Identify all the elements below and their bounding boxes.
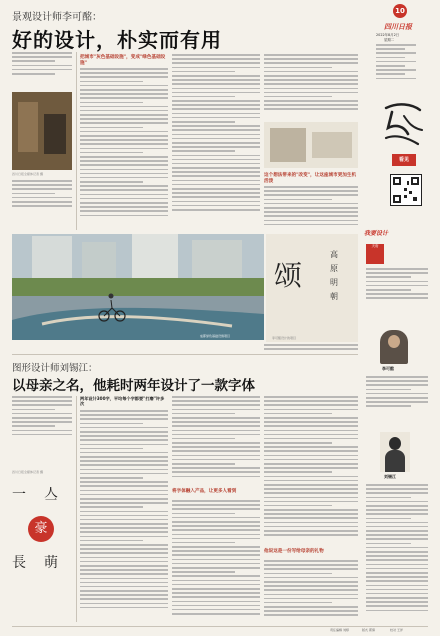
section-tag: 天府 (366, 244, 384, 264)
column-rule (76, 396, 77, 622)
story1-col2-text (80, 68, 168, 230)
story1-main-photo (12, 234, 264, 340)
page-number-badge: 10 (393, 4, 407, 18)
footer-designer: 版式 郭倩 (362, 628, 375, 632)
story1-col3-text (172, 54, 260, 230)
footer-rule (12, 626, 428, 627)
footer-editor: 责任编辑 刘婷 (330, 628, 349, 632)
brand-graphic-panel (266, 234, 358, 342)
story1-photo-caption: 四川日报全媒体记者 摄 (12, 172, 43, 176)
story2-headline: 以母亲之名，他耗时两年设计了一款字体 (12, 378, 255, 394)
section-stamp: 看见 (392, 154, 416, 166)
story1-col4-text (264, 54, 358, 118)
person2-bio-text (366, 484, 428, 622)
brand-big-glyph: 颂 (274, 259, 303, 292)
story2-col3-text (172, 396, 260, 484)
glyph-sample: 萌 (44, 555, 58, 571)
story2-col4b-text (264, 560, 358, 622)
issue-weekday: 星期二 (384, 38, 395, 42)
font-glyph-specimen (12, 480, 72, 620)
story2-col3b-text (172, 500, 260, 622)
story2-subhead-3: 他说这是一份写给母亲的礼物 (264, 549, 324, 554)
story1-col1-text (12, 180, 72, 230)
banner-intro-text (366, 268, 428, 328)
side-figure-caption: 李可酩设计的项目 (272, 336, 297, 340)
qr-code[interactable] (390, 174, 422, 206)
story1-kicker: 景观设计师李可酩： (12, 12, 102, 23)
glyph-sample: 亼 (44, 487, 58, 503)
story2-caption: 四川日报全媒体记者 摄 (12, 470, 43, 474)
story2-col2-text (80, 410, 168, 622)
person-name-2: 刘锡江 (384, 474, 396, 479)
footer-proof: 校对 王洋 (390, 628, 403, 632)
column-rule (76, 52, 77, 230)
brand-char: 朝 (330, 292, 338, 301)
brand-char: 高 (330, 250, 338, 259)
main-photo-caption: 成都绿色基础设施项目 (200, 334, 231, 338)
story1-headline: 好的设计，朴实而有用 (12, 28, 222, 52)
glyph-sample: 一 (12, 487, 26, 503)
story1-cont-text (264, 344, 358, 352)
story1-subhead-1: 把城市"灰色基础设施"，变成"绿色基础设施" (80, 55, 166, 66)
story2-subhead-2: 将字体融入产品，让更多人看到 (172, 489, 237, 494)
story1-subhead-2: 这个想法带来的"改变"，让这座城市更加生机活泼 (264, 173, 357, 184)
story-divider (12, 354, 358, 355)
person-name-1: 李可酩 (382, 366, 394, 371)
glyph-sample-highlight: 豪 (28, 516, 54, 542)
story1-intro-text (12, 52, 72, 92)
brand-char: 明 (330, 278, 338, 287)
glyph-sample: 長 (12, 555, 26, 571)
paper-name: 四川日报 (384, 23, 412, 31)
calligraphy-logo (378, 98, 428, 150)
brand-char: 原 (330, 264, 338, 273)
banner-label: 我要设计 (364, 230, 389, 237)
story2-subhead-1: 两年设计300字，平均每个字都要"打磨"许多次 (80, 396, 165, 407)
portrait-li-keming (380, 330, 408, 364)
masthead-meta-text (376, 44, 416, 86)
portrait-liu-xijiang (380, 432, 410, 472)
brand-vertical-text (330, 248, 340, 304)
person1-bio-text (366, 376, 428, 430)
story2-col1-text (12, 396, 72, 466)
story1-side-photo (12, 92, 72, 170)
issue-date: 2022年8月2日 (376, 33, 400, 37)
story2-col4-text (264, 396, 358, 546)
story1-col4b-text (264, 186, 358, 230)
story2-kicker: 图形设计师刘锡江： (12, 363, 98, 374)
story1-small-figure (264, 122, 358, 168)
